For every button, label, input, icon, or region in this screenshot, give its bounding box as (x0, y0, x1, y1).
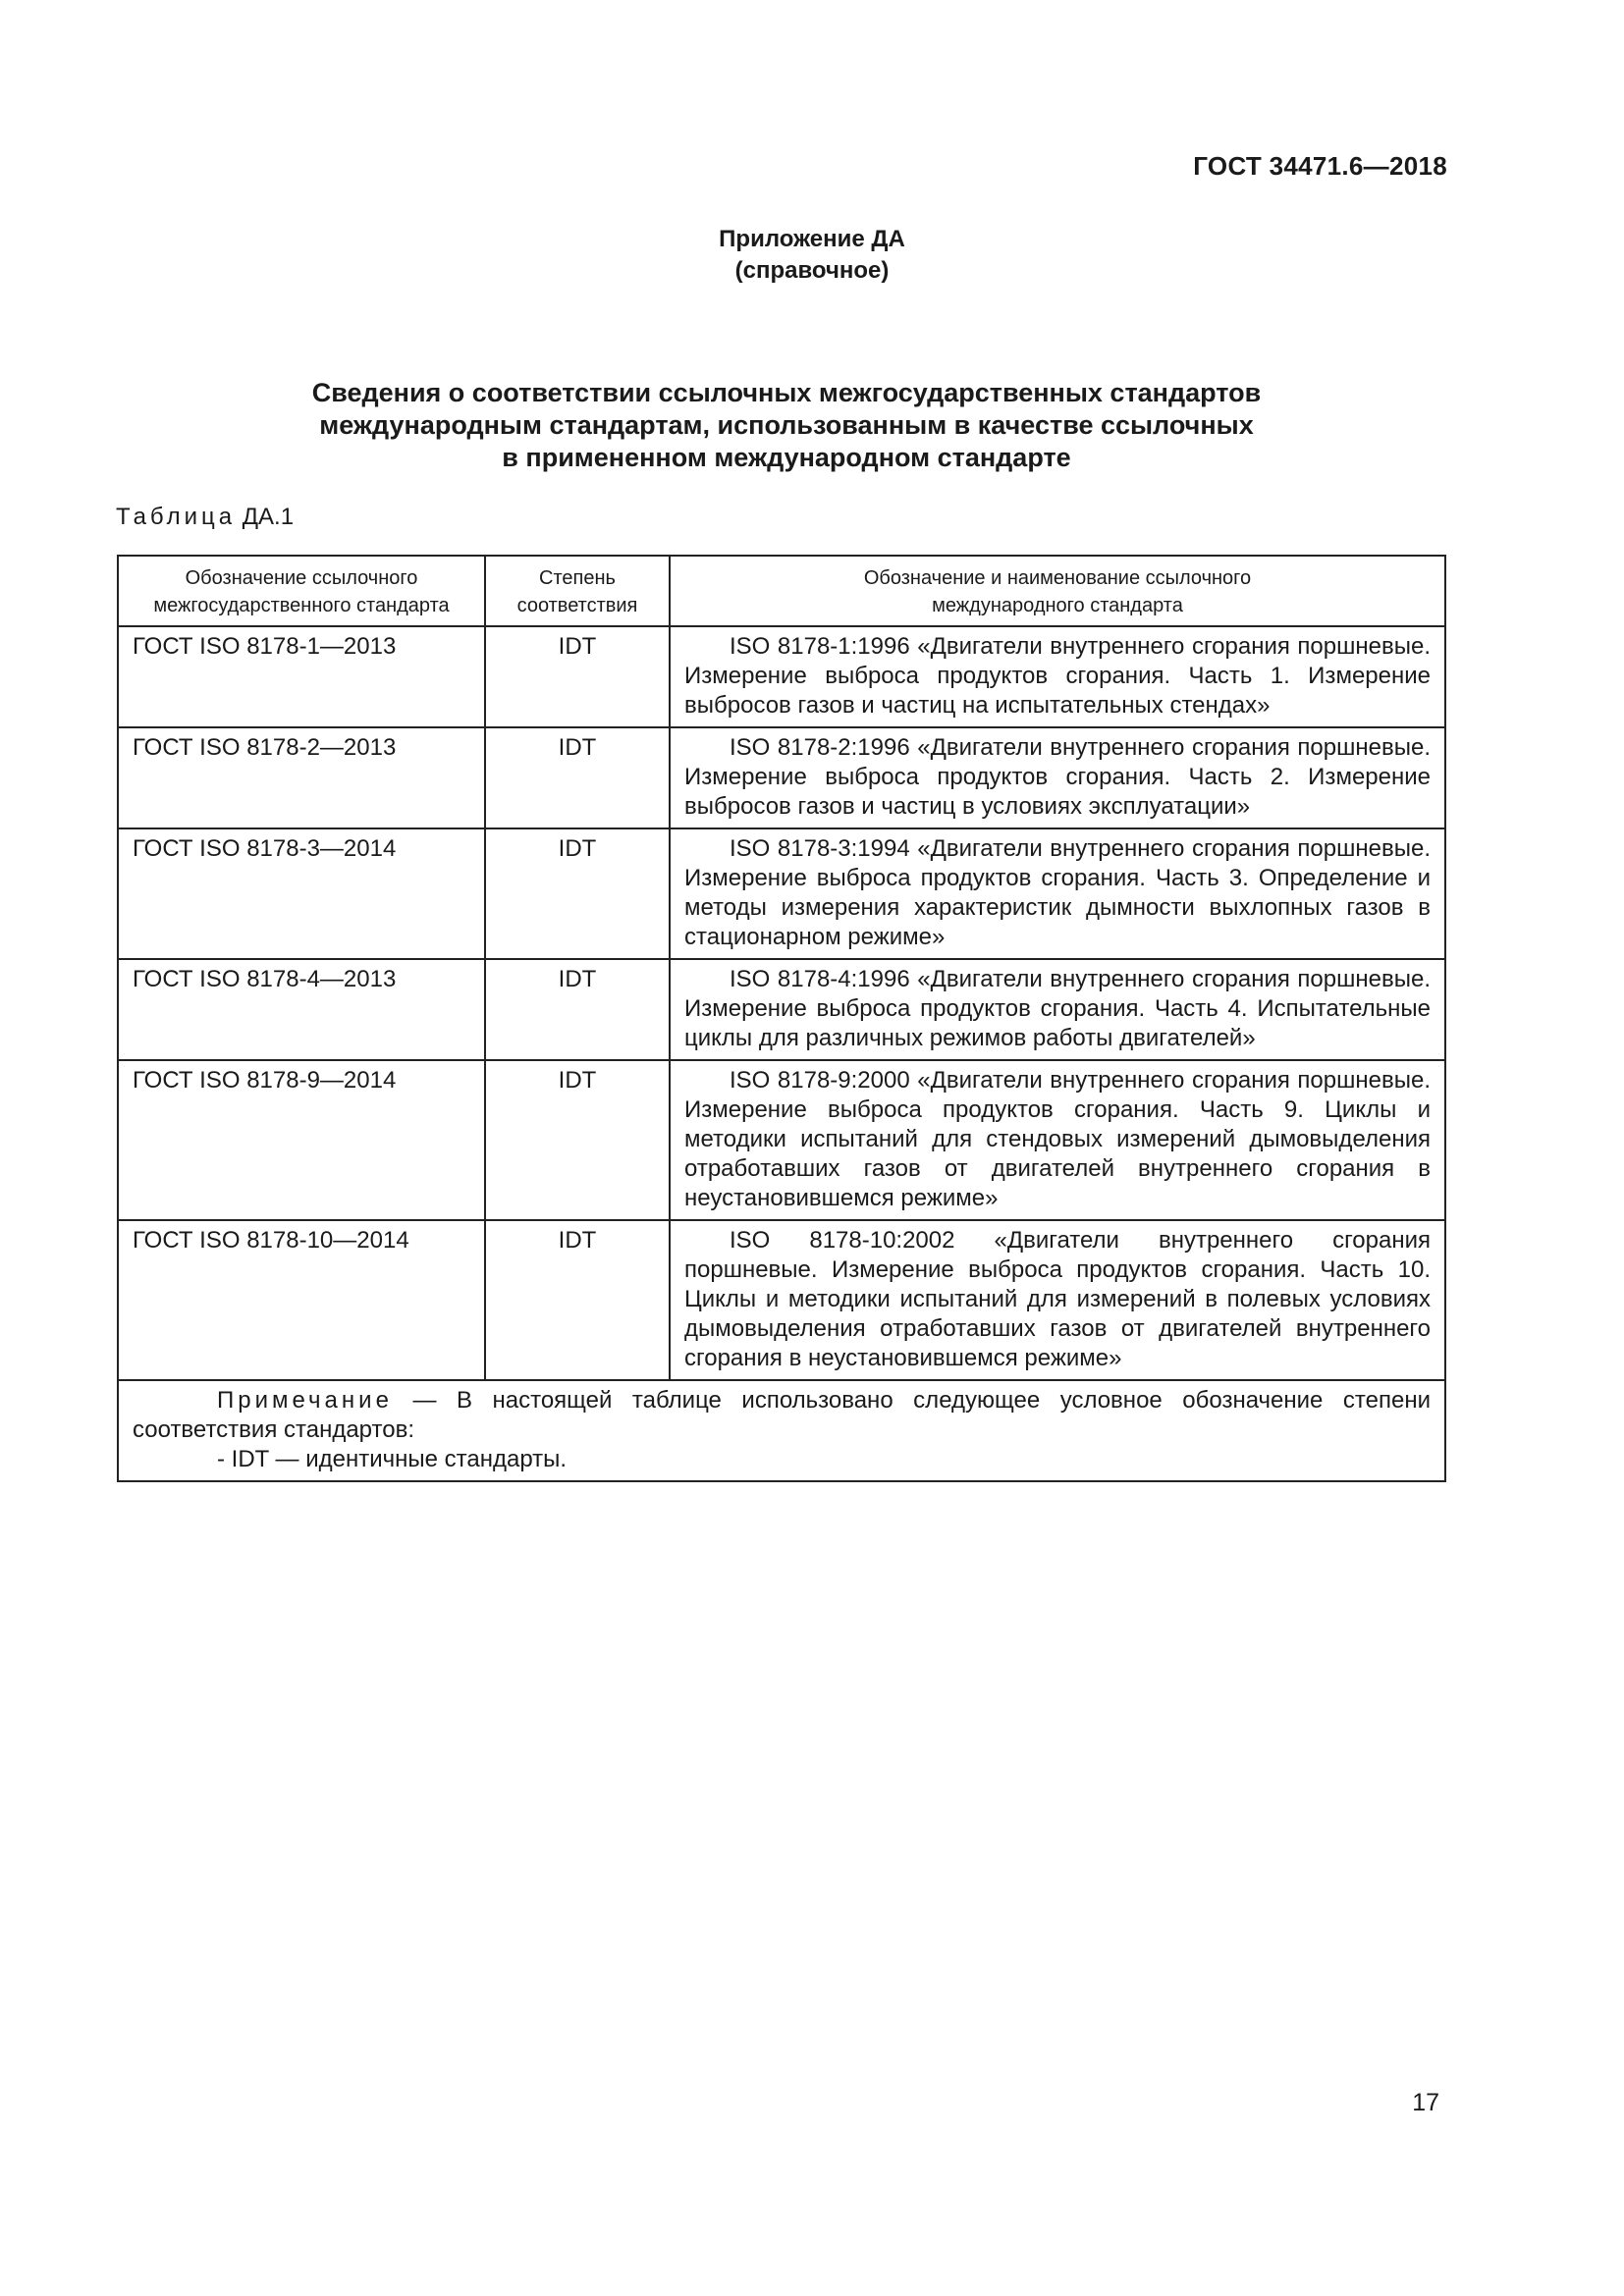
table-note-row (118, 1380, 1445, 1481)
iso-cell: ISO 8178-10:2002 «Двигатели внутреннего сгорания поршневые. Измерение выброса продуктов сгорания. Часть 10. Циклы и методики испытаний для измерений в полевых условиях дымовыделения отработавших газов от двигателей внутреннего сгорания в неустановившемся режиме» (670, 1220, 1445, 1380)
appendix-title: Приложение ДА (719, 226, 905, 252)
header-degree (485, 556, 670, 626)
document-code: ГОСТ 34471.6—2018 (1193, 151, 1447, 181)
heading-line-1: Сведения о соответствии ссылочных межгосударственных стандартов (311, 378, 1262, 407)
gost-cell: ГОСТ ISO 8178-3—2014 (118, 828, 485, 959)
iso-cell: ISO 8178-1:1996 «Двигатели внутреннего сгорания поршневые. Измерение выброса продуктов сгорания. Часть 1. Измерение выбросов газов и частиц на испытательных стендах» (670, 626, 1445, 727)
iso-cell: ISO 8178-4:1996 «Двигатели внутреннего сгорания поршневые. Измерение выброса продуктов сгорания. Часть 4. Испытательные циклы для различных режимов работы двигателей» (670, 959, 1445, 1060)
table-row (118, 959, 1445, 1060)
table-header-row (118, 556, 1445, 626)
header-degree-line1: Степень (539, 567, 616, 589)
table-row (118, 1060, 1445, 1220)
header-gost-line2: межгосударственного стандарта (153, 595, 450, 616)
degree-cell: IDT (485, 959, 670, 1060)
table-label (116, 504, 294, 531)
gost-cell: ГОСТ ISO 8178-10—2014 (118, 1220, 485, 1380)
header-iso-line1: Обозначение и наименование ссылочного (863, 567, 1252, 589)
iso-cell: ISO 8178-9:2000 «Двигатели внутреннего сгорания поршневые. Измерение выброса продуктов сгорания. Часть 9. Циклы и методики испытаний для стендовых измерений дымовыделения отработавших газов от двигателей внутреннего сгорания в неустановившемся режиме» (670, 1060, 1445, 1220)
standards-table (117, 555, 1446, 1482)
appendix-block (0, 224, 1624, 287)
table-label-word: Таблица (116, 504, 237, 530)
gost-cell: ГОСТ ISO 8178-1—2013 (118, 626, 485, 727)
header-degree-line2: соответствия (516, 595, 638, 616)
degree-cell: IDT (485, 626, 670, 727)
heading-line-3: в примененном международном стандарте (502, 443, 1071, 472)
page-number: 17 (1412, 2089, 1439, 2116)
header-gost-line1: Обозначение ссылочного (185, 567, 418, 589)
degree-cell: IDT (485, 727, 670, 828)
gost-cell: ГОСТ ISO 8178-4—2013 (118, 959, 485, 1060)
table-row (118, 626, 1445, 727)
degree-cell: IDT (485, 1220, 670, 1380)
degree-cell: IDT (485, 828, 670, 959)
header-iso-line2: международного стандарта (932, 595, 1183, 616)
iso-cell: ISO 8178-2:1996 «Двигатели внутреннего сгорания поршневые. Измерение выброса продуктов сгорания. Часть 2. Измерение выбросов газов и частиц в условиях эксплуатации» (670, 727, 1445, 828)
iso-cell: ISO 8178-3:1994 «Двигатели внутреннего сгорания поршневые. Измерение выброса продуктов сгорания. Часть 3. Определение и методы измерения характеристик дымности выхлопных газов в стационарном режиме» (670, 828, 1445, 959)
table-label-number: ДА.1 (242, 504, 295, 530)
note-item: - IDT — идентичные стандарты. (217, 1446, 568, 1472)
header-iso (670, 556, 1445, 626)
table-row (118, 828, 1445, 959)
gost-cell: ГОСТ ISO 8178-9—2014 (118, 1060, 485, 1220)
table-row (118, 1220, 1445, 1380)
degree-cell: IDT (485, 1060, 670, 1220)
table-note (118, 1380, 1445, 1481)
note-text (133, 1386, 1431, 1445)
table-row (118, 727, 1445, 828)
note-body: — В настоящей таблице использовано следующее условное обозначение степени соответствия стандартов: (133, 1387, 1431, 1443)
heading-line-2: международным стандартам, использованным в качестве ссылочных (319, 410, 1254, 440)
appendix-subtitle: (справочное) (734, 257, 890, 284)
gost-cell: ГОСТ ISO 8178-2—2013 (118, 727, 485, 828)
note-label: Примечание (217, 1387, 393, 1414)
section-heading (0, 377, 1573, 474)
header-gost (118, 556, 485, 626)
